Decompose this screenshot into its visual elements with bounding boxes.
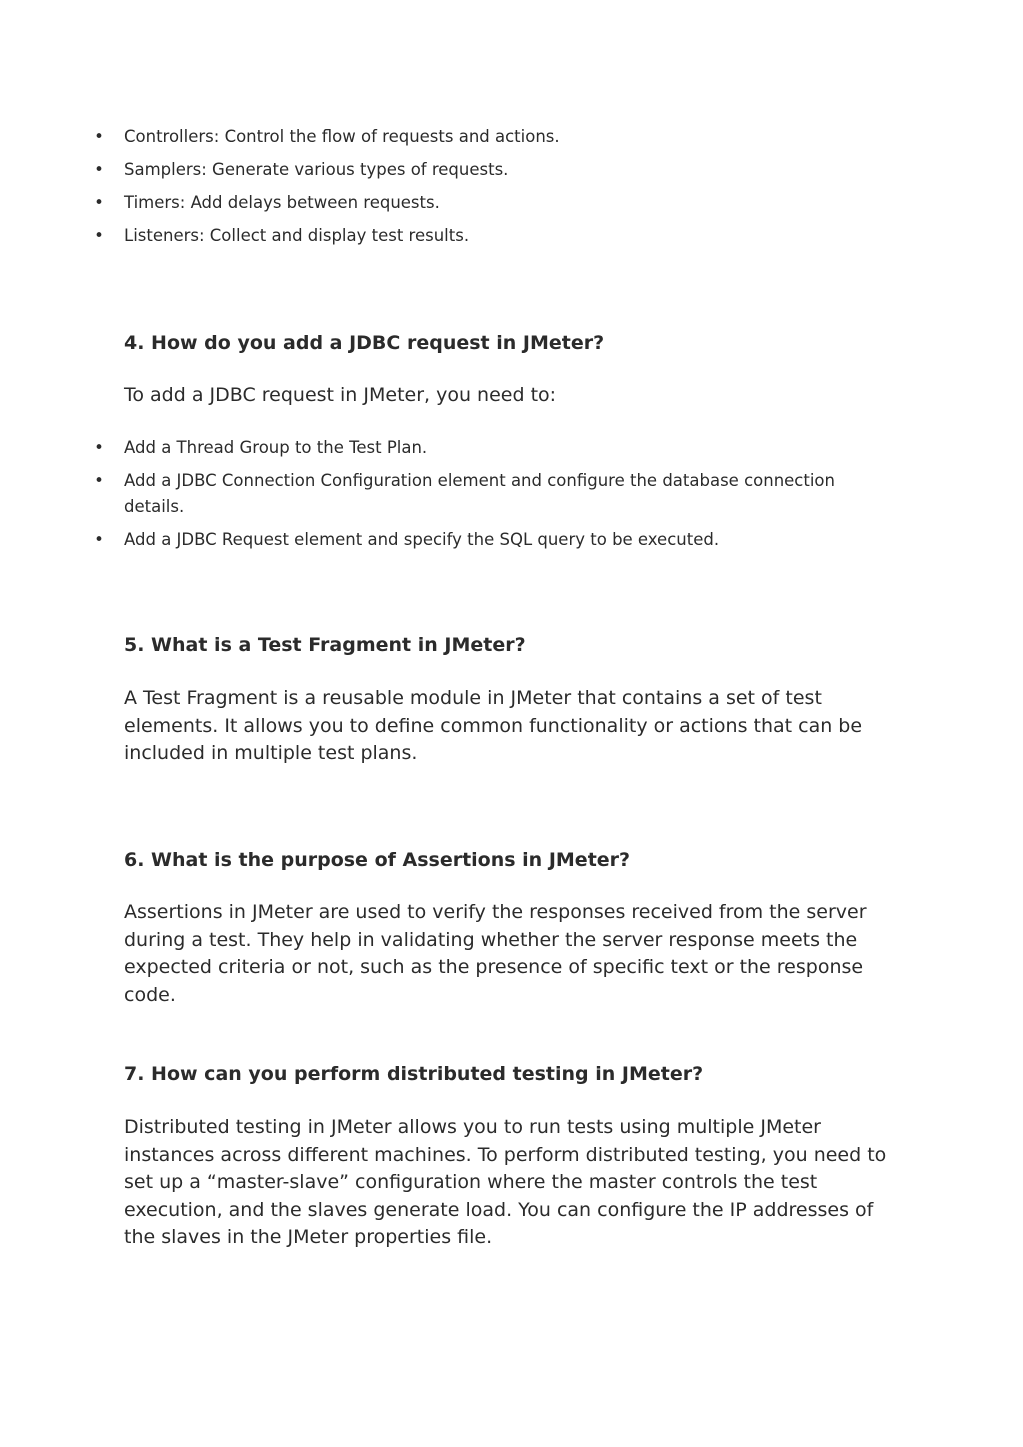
list-item: • Samplers: Generate various types of requests. bbox=[124, 157, 894, 183]
list-item: • Add a JDBC Connection Configuration element and configure the database connection details. bbox=[124, 468, 894, 520]
component-list bbox=[94, 124, 894, 256]
question-5-answer: A Test Fragment is a reusable module in JMeter that contains a set of test elements. It allows you to define common functionality or actions that can be included in multiple test plans. bbox=[124, 687, 863, 764]
bullet-icon: • bbox=[94, 193, 104, 212]
question-6-answer: Assertions in JMeter are used to verify the responses received from the server during a test. They help in validating whether the server response meets the expected criteria or not, such as the presence of specific text or the response code. bbox=[124, 901, 867, 1006]
bullet-icon: • bbox=[94, 160, 104, 179]
question-4-steps bbox=[94, 435, 894, 560]
question-4-intro: To add a JDBC request in JMeter, you need to: bbox=[124, 384, 557, 406]
bullet-icon: • bbox=[94, 530, 104, 549]
list-item: • Controllers: Control the flow of requests and actions. bbox=[124, 124, 894, 150]
bullet-icon: • bbox=[94, 226, 104, 245]
list-item: • Add a Thread Group to the Test Plan. bbox=[124, 435, 894, 461]
list-item: • Add a JDBC Request element and specify the SQL query to be executed. bbox=[124, 527, 894, 553]
list-item: • Timers: Add delays between requests. bbox=[124, 190, 894, 216]
question-7-answer: Distributed testing in JMeter allows you to run tests using multiple JMeter instances across different machines. To perform distributed testing, you need to set up a “master-slave” configuration where the master controls the test execution, and the slaves generate load. You can configure the IP addresses of the slaves in the JMeter properties file. bbox=[124, 1116, 887, 1248]
question-6-heading: 6. What is the purpose of Assertions in JMeter? bbox=[124, 849, 631, 871]
list-item: • Listeners: Collect and display test results. bbox=[124, 223, 894, 249]
question-7-heading: 7. How can you perform distributed testing in JMeter? bbox=[124, 1063, 704, 1085]
question-5-heading: 5. What is a Test Fragment in JMeter? bbox=[124, 634, 526, 656]
question-4-heading: 4. How do you add a JDBC request in JMeter? bbox=[124, 332, 605, 354]
bullet-icon: • bbox=[94, 438, 104, 457]
bullet-icon: • bbox=[94, 471, 104, 490]
bullet-icon: • bbox=[94, 127, 104, 146]
